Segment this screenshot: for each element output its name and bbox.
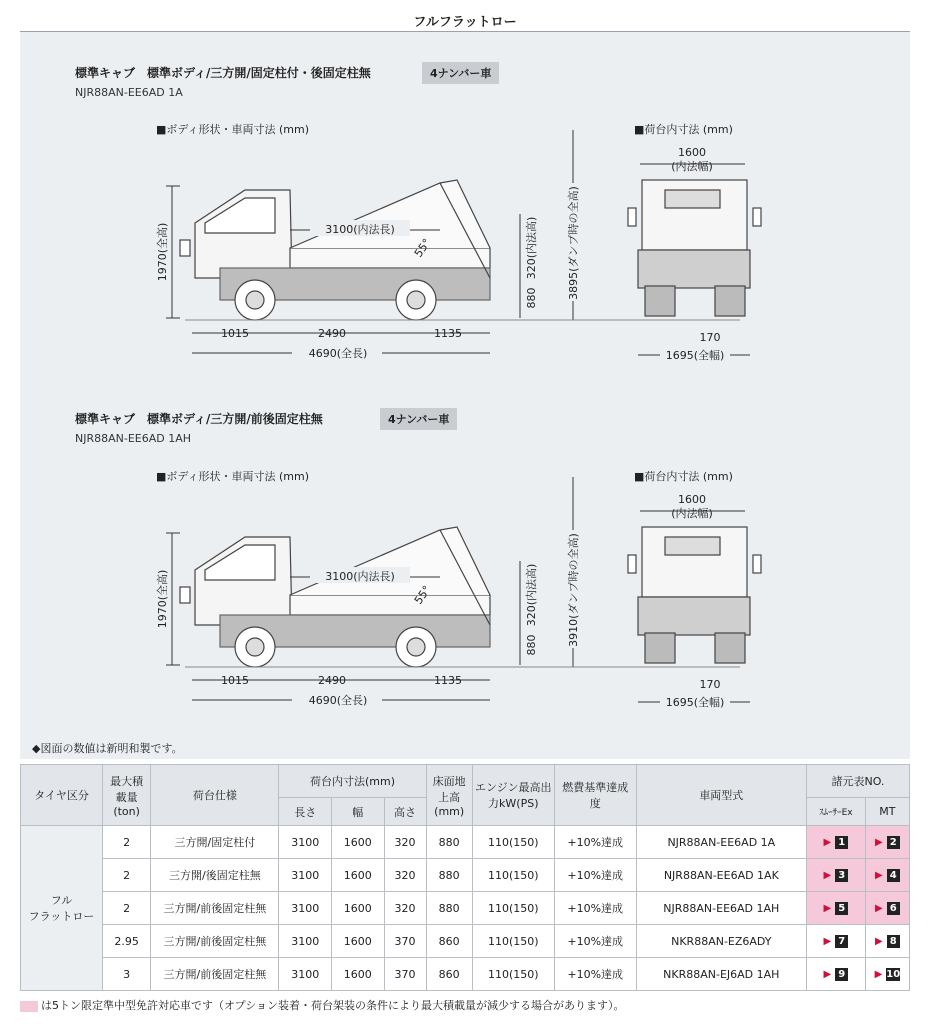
header-mt: MT	[865, 798, 909, 826]
table-row	[21, 859, 910, 892]
spec-number-badge: 10	[886, 969, 901, 980]
cell-height: 370	[384, 925, 426, 958]
arrow-right-icon: ▶	[823, 936, 832, 947]
cell-load: 2	[102, 859, 150, 892]
section-1-angle: 55°	[411, 236, 434, 260]
section-1-body-label: ■ボディ形状・車両寸法 (mm)	[156, 123, 310, 136]
section-1-rear-overhang: 1135	[434, 327, 462, 340]
header-length: 長さ	[279, 798, 332, 826]
section-2-overall-height: 1970(全高)	[156, 569, 169, 629]
section-2-bed-width-label: (内法幅)	[671, 507, 713, 520]
cell-length: 3100	[279, 826, 332, 859]
header-fuel: 燃費基準達成度	[554, 765, 636, 826]
cell-length: 3100	[279, 892, 332, 925]
cell-spec: 三方開/後固定柱無	[151, 859, 279, 892]
cell-height: 320	[384, 892, 426, 925]
section-2-overall-width: 1695(全幅)	[665, 696, 725, 709]
section-1-dump-height: 3895(ダンプ時の全高)	[567, 186, 580, 300]
cell-length: 3100	[279, 925, 332, 958]
section-2-wheelbase: 2490	[318, 674, 346, 687]
cell-width: 1600	[332, 925, 385, 958]
section-2-angle: 55°	[411, 583, 434, 607]
cell-fuel: +10%達成	[554, 826, 636, 859]
section-1-front-overhang: 1015	[221, 327, 249, 340]
drawing-note: ◆図面の数値は新明和製です。	[32, 742, 183, 755]
spec-ref-mt[interactable]	[865, 925, 909, 958]
section-1-bed-height: 320(内法高)	[525, 216, 538, 280]
section-1-truck-icon	[180, 180, 490, 320]
spec-number-badge: 5	[835, 902, 848, 915]
spec-ref-smoother[interactable]	[806, 826, 865, 859]
section-2-bed-height: 320(内法高)	[525, 563, 538, 627]
arrow-right-icon: ▶	[823, 870, 832, 881]
pink-swatch	[20, 1001, 38, 1012]
cell-model: NJR88AN-EE6AD 1AH	[636, 892, 806, 925]
spec-ref-smoother[interactable]	[806, 925, 865, 958]
page-title: フルフラットロー	[413, 15, 517, 30]
section-2-truck-icon	[180, 527, 490, 667]
section-1-bed-length: 3100(内法長)	[325, 223, 395, 236]
cell-engine: 110(150)	[472, 958, 554, 991]
cell-fuel: +10%達成	[554, 925, 636, 958]
arrow-right-icon: ▶	[823, 903, 832, 914]
cell-length: 3100	[279, 859, 332, 892]
header-width: 幅	[332, 798, 385, 826]
spec-ref-mt[interactable]	[865, 958, 909, 991]
section-2-overall-length: 4690(全長)	[308, 694, 368, 707]
header-spec-no: 諸元表NO.	[806, 765, 909, 798]
cell-floor: 880	[426, 859, 472, 892]
spec-number-badge: 1	[835, 836, 848, 849]
section-1-overall-width: 1695(全幅)	[665, 349, 725, 362]
section-2-bed-width: 1600	[678, 493, 706, 506]
spec-ref-smoother[interactable]	[806, 859, 865, 892]
cell-width: 1600	[332, 859, 385, 892]
header-tire: タイヤ区分	[21, 765, 103, 826]
arrow-right-icon: ▶	[875, 870, 883, 881]
cell-spec: 三方開/固定柱付	[151, 826, 279, 859]
diagram-panel	[20, 32, 910, 759]
table-row	[21, 826, 910, 859]
cell-width: 1600	[332, 892, 385, 925]
section-1-overall-length: 4690(全長)	[308, 347, 368, 360]
arrow-right-icon: ▶	[874, 969, 883, 980]
cell-spec: 三方開/前後固定柱無	[151, 958, 279, 991]
cell-engine: 110(150)	[472, 826, 554, 859]
spec-ref-mt[interactable]	[865, 859, 909, 892]
header-height: 高さ	[384, 798, 426, 826]
section-2-front-overhang: 1015	[221, 674, 249, 687]
footnote	[20, 997, 625, 1013]
section-1-side-view	[20, 128, 910, 378]
spec-number-badge: 2	[887, 836, 900, 849]
spec-ref-smoother[interactable]	[806, 958, 865, 991]
section-2-badge: 4ナンバー車	[380, 408, 457, 430]
section-2-side-view	[20, 475, 910, 725]
arrow-right-icon: ▶	[875, 837, 883, 848]
section-1-badge: 4ナンバー車	[422, 62, 499, 84]
spec-number-badge: 4	[887, 869, 900, 882]
section-1-floor-height: 880	[525, 287, 538, 309]
cell-fuel: +10%達成	[554, 859, 636, 892]
cell-height: 320	[384, 859, 426, 892]
section-1-wheelbase: 2490	[318, 327, 346, 340]
cell-load: 2.95	[102, 925, 150, 958]
header-smoother: ｽﾑｰｻｰEx	[806, 798, 865, 826]
cell-load: 2	[102, 892, 150, 925]
section-2-model: NJR88AN-EE6AD 1AH	[75, 432, 192, 445]
category-cell: フル フラットロー	[21, 826, 103, 991]
cell-length: 3100	[279, 958, 332, 991]
section-1-bed-width-label: (内法幅)	[671, 160, 713, 173]
cell-width: 1600	[332, 958, 385, 991]
cell-height: 320	[384, 826, 426, 859]
spec-number-badge: 7	[835, 935, 848, 948]
section-2-rear-view-icon	[628, 527, 761, 663]
section-2-body-label: ■ボディ形状・車両寸法 (mm)	[156, 470, 310, 483]
arrow-right-icon: ▶	[875, 936, 883, 947]
section-2-bed-label: ■荷台内寸法 (mm)	[634, 470, 733, 483]
section-2-title: 標準キャブ 標準ボディ/三方開/前後固定柱無	[75, 412, 323, 426]
cell-model: NJR88AN-EE6AD 1AK	[636, 859, 806, 892]
section-2-bed-length: 3100(内法長)	[325, 570, 395, 583]
arrow-right-icon: ▶	[875, 903, 883, 914]
spec-number-badge: 3	[835, 869, 848, 882]
header-floor: 床面地上高(mm)	[426, 765, 472, 826]
spec-table	[20, 764, 910, 991]
section-1-rear-view-icon	[628, 180, 761, 316]
spec-number-badge: 9	[835, 968, 848, 981]
cell-model: NKR88AN-EJ6AD 1AH	[636, 958, 806, 991]
title-band	[20, 8, 910, 32]
table-row	[21, 958, 910, 991]
table-row	[21, 892, 910, 925]
section-1-model: NJR88AN-EE6AD 1A	[75, 86, 183, 99]
spec-ref-mt[interactable]	[865, 826, 909, 859]
section-2-dump-height: 3910(ダンプ時の全高)	[567, 533, 580, 647]
section-2-floor-height: 880	[525, 634, 538, 656]
cell-spec: 三方開/前後固定柱無	[151, 925, 279, 958]
cell-width: 1600	[332, 826, 385, 859]
header-max-load: 最大積載量(ton)	[102, 765, 150, 826]
spec-number-badge: 6	[887, 902, 900, 915]
cell-engine: 110(150)	[472, 859, 554, 892]
section-2-rear-overhang: 1135	[434, 674, 462, 687]
header-body-spec: 荷台仕様	[151, 765, 279, 826]
section-1-bed-width: 1600	[678, 146, 706, 159]
section-1-bed-label: ■荷台内寸法 (mm)	[634, 123, 733, 136]
cell-load: 2	[102, 826, 150, 859]
cell-floor: 880	[426, 892, 472, 925]
cell-floor: 880	[426, 826, 472, 859]
cell-model: NKR88AN-EZ6ADY	[636, 925, 806, 958]
cell-fuel: +10%達成	[554, 892, 636, 925]
spec-table-body	[21, 826, 910, 991]
cell-height: 370	[384, 958, 426, 991]
header-model: 車両型式	[636, 765, 806, 826]
cell-model: NJR88AN-EE6AD 1A	[636, 826, 806, 859]
footnote-text: は5トン限定準中型免許対応車です（オプション装着・荷台架装の条件により最大積載量が減少する場合があります）。	[41, 999, 625, 1012]
section-1-ground-clearance: 170	[699, 331, 721, 344]
arrow-right-icon: ▶	[823, 837, 832, 848]
header-engine: エンジン最高出力kW(PS)	[472, 765, 554, 826]
section-1-overall-height: 1970(全高)	[156, 222, 169, 282]
spec-ref-smoother[interactable]	[806, 892, 865, 925]
section-2-ground-clearance: 170	[699, 678, 721, 691]
cell-engine: 110(150)	[472, 925, 554, 958]
cell-engine: 110(150)	[472, 892, 554, 925]
cell-floor: 860	[426, 958, 472, 991]
spec-ref-mt[interactable]	[865, 892, 909, 925]
table-row	[21, 925, 910, 958]
cell-spec: 三方開/前後固定柱無	[151, 892, 279, 925]
cell-load: 3	[102, 958, 150, 991]
arrow-right-icon: ▶	[823, 969, 832, 980]
cell-floor: 860	[426, 925, 472, 958]
cell-fuel: +10%達成	[554, 958, 636, 991]
header-bed-dims: 荷台内寸法(mm)	[279, 765, 426, 798]
section-1-title: 標準キャブ 標準ボディ/三方開/固定柱付・後固定柱無	[75, 66, 371, 80]
spec-number-badge: 8	[887, 935, 900, 948]
